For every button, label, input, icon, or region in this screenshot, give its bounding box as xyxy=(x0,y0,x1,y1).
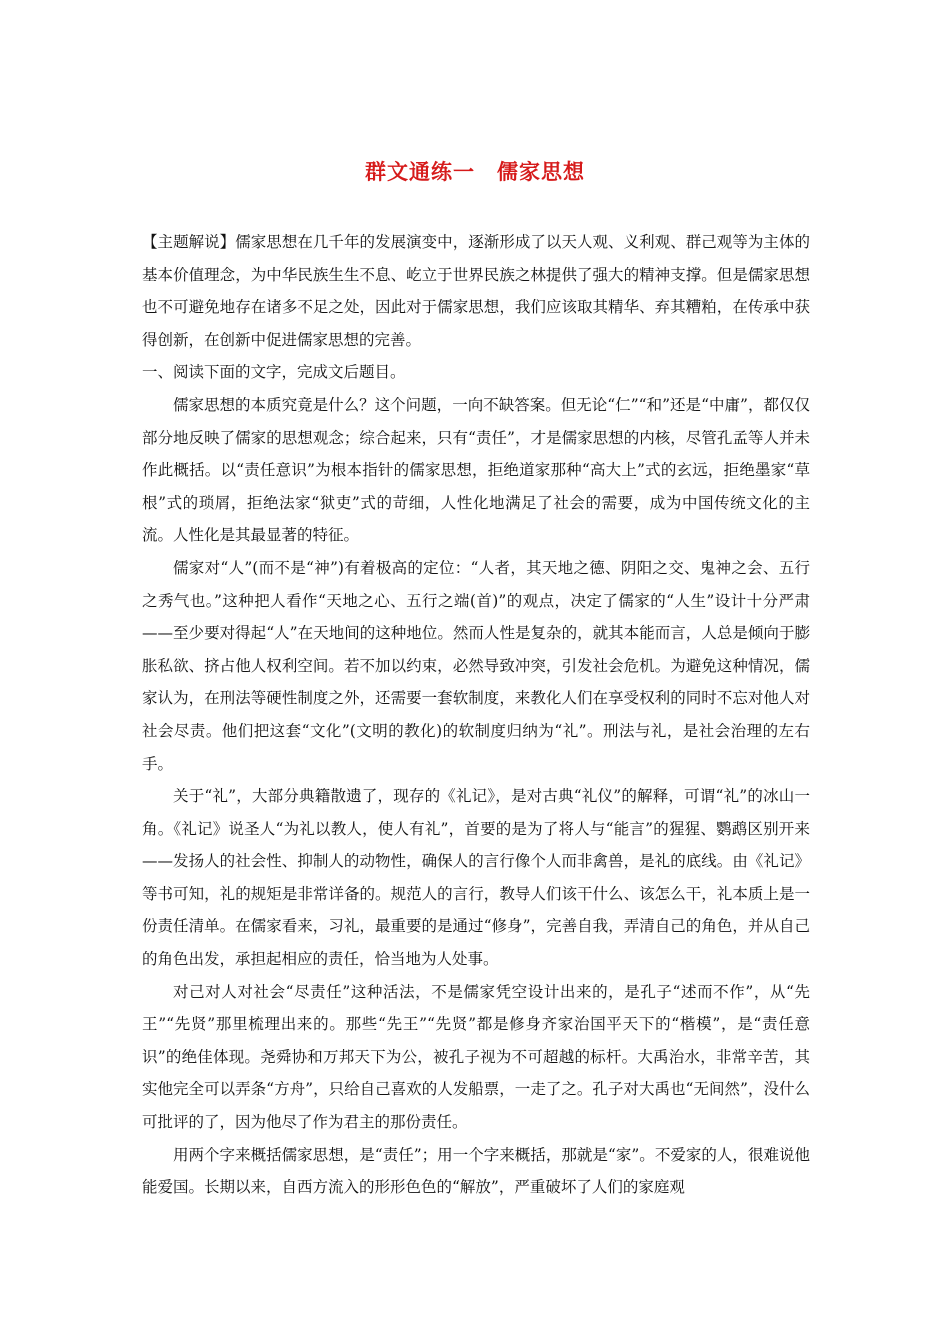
section-heading: 一、阅读下面的文字，完成文后题目。 xyxy=(142,363,406,382)
document-body xyxy=(142,226,810,1204)
body-paragraph: 儒家对“人”(而不是“神”)有着极高的定位：“人者，其天地之德、阴阳之交、鬼神之会、五行之秀气也。”这种把人看作“天地之心、五行之端(首)”的观点，决定了儒家的“人生”设计十分严肃——至少要对得起“人”在天地间的这种地位。然而人性是复杂的，就其本能而言，人总是倾向于膨胀私欲、挤占他人权利空间。若不加以约束，必然导致冲突，引发社会危机。为避免这种情况，儒家认为，在刑法等硬性制度之外，还需要一套软制度，来教化人们在享受权利的同时不忘对他人对社会尽责。他们把这套“文化”(文明的教化)的软制度归纳为“礼”。刑法与礼，是社会治理的左右手。 xyxy=(142,558,810,773)
body-paragraph: 用两个字来概括儒家思想，是“责任”；用一个字来概括，那就是“家”。不爱家的人，很难说他能爱国。长期以来，自西方流入的形形色色的“解放”，严重破坏了人们的家庭观 xyxy=(142,1145,810,1197)
body-paragraph: 关于“礼”，大部分典籍散遗了，现存的《礼记》，是对古典“礼仪”的解释，可谓“礼”的冰山一角。《礼记》说圣人“为礼以教人，使人有礼”，首要的是为了将人与“能言”的猩猩、鹦鹉区别开来——发扬人的社会性、抑制人的动物性，确保人的言行像个人而非禽兽，是礼的底线。由《礼记》等书可知，礼的规矩是非常详备的。规范人的言行，教导人们该干什么、该怎么干，礼本质上是一份责任清单。在儒家看来，习礼，最重要的是通过“修身”，完善自我，弄清自己的角色，并从自己的角色出发，承担起相应的责任，恰当地为人处事。 xyxy=(142,787,810,969)
body-paragraph: 对己对人对社会“尽责任”这种活法，不是儒家凭空设计出来的，是孔子“述而不作”，从“先王”“先贤”那里梳理出来的。那些“先王”“先贤”都是修身齐家治国平天下的“楷模”，是“责任意识”的绝佳体现。尧舜协和万邦天下为公，被孔子视为不可超越的标杆。大禹治水，非常辛苦，其实他完全可以弄条“方舟”，只给自己喜欢的人发船票，一走了之。孔子对大禹也“无间然”，没什么可批评的了，因为他尽了作为君主的那份责任。 xyxy=(142,982,810,1132)
page-title: 群文通练一 儒家思想 xyxy=(365,159,585,184)
theme-intro-label: 【主题解说】 xyxy=(142,233,236,251)
theme-intro-text: 儒家思想在几千年的发展演变中，逐渐形成了以天人观、义利观、群己观等为主体的基本价值理念，为中华民族生生不息、屹立于世界民族之林提供了强大的精神支撑。但是儒家思想也不可避免地存在诸多不足之处，因此对于儒家思想，我们应该取其精华、弃其糟粕，在传承中获得创新，在创新中促进儒家思想的完善。 xyxy=(142,233,810,349)
theme-intro xyxy=(142,226,810,356)
body-paragraph: 儒家思想的本质究竟是什么？这个问题，一向不缺答案。但无论“仁”“和”还是“中庸”，都仅仅部分地反映了儒家的思想观念；综合起来，只有“责任”，才是儒家思想的内核，尽管孔孟等人并未作此概括。以“责任意识”为根本指针的儒家思想，拒绝道家那种“高大上”式的玄远，拒绝墨家“草根”式的琐屑，拒绝法家“狱吏”式的苛细，人性化地满足了社会的需要，成为中国传统文化的主流。人性化是其最显著的特征。 xyxy=(142,395,810,545)
